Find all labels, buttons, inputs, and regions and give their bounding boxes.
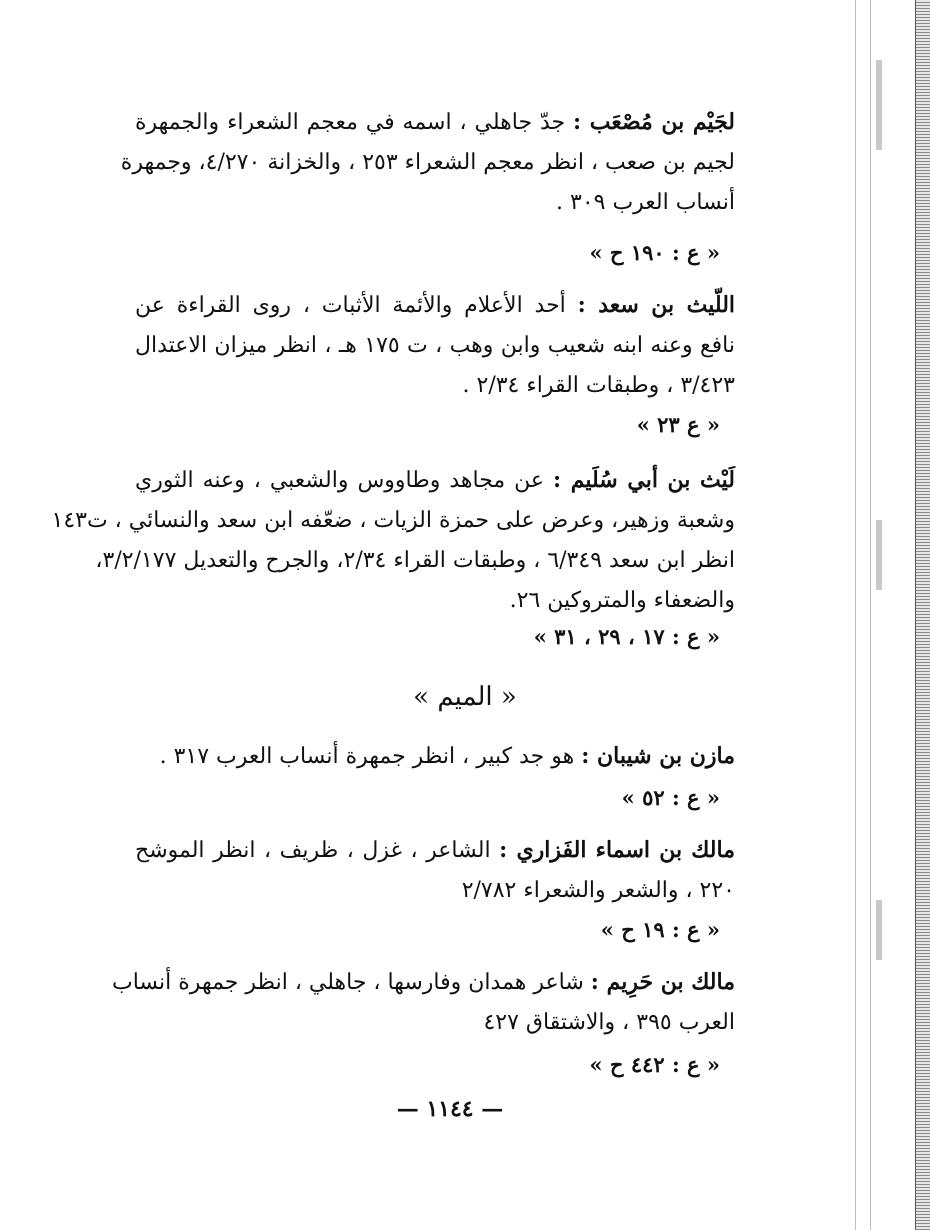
entry-text-line: شاعر همدان وفارسها ، جاهلي ، انظر جمهرة أنساب: [112, 970, 584, 995]
entry-reference: « ع : ١٩ ح »: [600, 917, 720, 942]
entry-reference: « ع : ٤٤٢ ح »: [589, 1052, 720, 1077]
scan-edge-line: [870, 0, 871, 1230]
entry-reference: « ع : ٥٢ »: [621, 785, 720, 810]
entry-text-line: هو جد كبير ، انظر جمهرة أنساب العرب ٣١٧ .: [159, 744, 575, 769]
entry-text-line: ٣/٤٢٣ ، وطبقات القراء ٢/٣٤ .: [462, 373, 735, 398]
entry-name: اللّيث بن سعد :: [577, 292, 736, 318]
entry-mazin-ibn-shayban: [135, 736, 735, 777]
entry-text-line: عن مجاهد وطاووس والشعبي ، وعنه الثوري: [135, 468, 545, 493]
entry-text-line: جدّ جاهلي ، اسمه في معجم الشعراء والجمهرة: [135, 110, 566, 135]
entry-reference: « ع : ١٧ ، ٢٩ ، ٣١ »: [533, 624, 720, 649]
section-heading: « الميم »: [413, 682, 517, 712]
entry-name: مالك بن حَرِيم :: [590, 969, 735, 995]
scan-edge-mark: [876, 60, 882, 150]
entry-reference: « ع : ١٩٠ ح »: [589, 240, 720, 265]
entry-malik-ibn-asma: [135, 830, 735, 911]
entry-text-line: نافع وعنه ابنه شعيب وابن وهب ، ت ١٧٥ هـ ، انظر ميزان الاعتدال: [135, 333, 735, 358]
entry-name: لجَيْم بن مُصْعَب :: [573, 109, 736, 135]
scan-binding-strip: [915, 0, 930, 1230]
entry-text-line: لجيم بن صعب ، انظر معجم الشعراء ٢٥٣ ، والخزانة ٤/٢٧٠، وجمهرة: [120, 150, 735, 175]
entry-reference: « ع ٢٣ »: [636, 412, 720, 437]
entry-text-line: والضعفاء والمتروكين ٢٦.: [509, 588, 735, 613]
entry-al-layth-ibn-sad: [135, 285, 735, 406]
entry-text-line: أحد الأعلام والأئمة الأثبات ، روى القراءة عن: [135, 293, 566, 318]
entry-layth-ibn-abi-sulaym: [51, 460, 735, 621]
entry-text-line: أنساب العرب ٣٠٩ .: [556, 190, 735, 215]
scan-edge-line: [855, 0, 856, 1230]
entry-text-line: انظر ابن سعد ٦/٣٤٩ ، وطبقات القراء ٢/٣٤، والجرح والتعديل ٣/٢/١٧٧،: [95, 548, 735, 573]
entry-name: مازن بن شيبان :: [581, 743, 735, 769]
entry-text-line: ٢٢٠ ، والشعر والشعراء ٢/٧٨٢: [461, 878, 735, 903]
entry-malik-ibn-harim: [112, 962, 735, 1043]
entry-text-line: وشعبة وزهير، وعرض على حمزة الزيات ، ضعّفه ابن سعد والنسائي ، ت١٤٣: [51, 508, 735, 533]
entry-name: مالك بن اسماء الفَزاري :: [499, 837, 735, 863]
scan-edge-mark: [876, 520, 882, 590]
page-number: — ١١٤٤ —: [396, 1096, 504, 1122]
entry-text-line: الشاعر ، غزل ، ظريف ، انظر الموشح: [135, 838, 491, 863]
entry-text-line: العرب ٣٩٥ ، والاشتقاق ٤٢٧: [483, 1010, 735, 1035]
scan-edge-mark: [876, 900, 882, 960]
entry-lujaym-ibn-musab: [120, 102, 736, 223]
entry-name: لَيْث بن أبي سُلَيم :: [552, 467, 735, 493]
